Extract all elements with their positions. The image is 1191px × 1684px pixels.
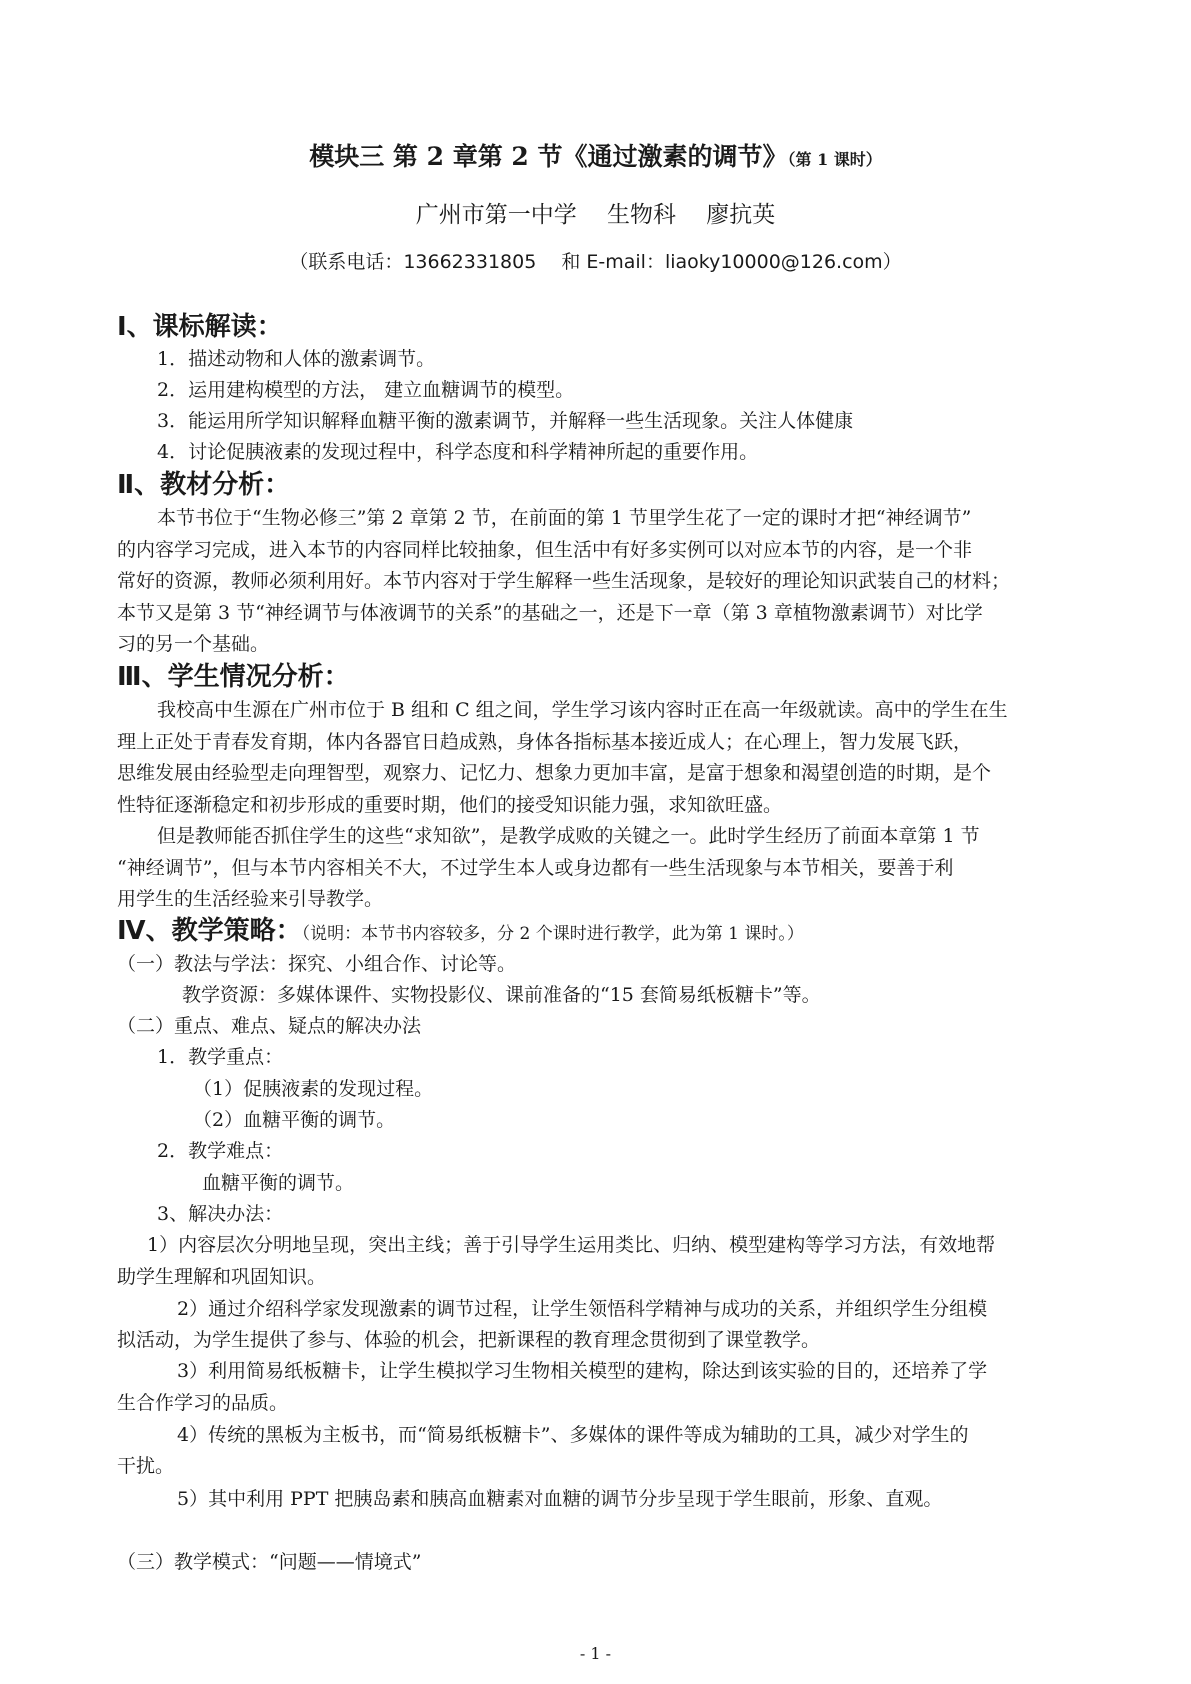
section-heading-4-note: （说明：本节书内容较多，分 2 个课时进行教学，此为第 1 课时。） xyxy=(301,924,804,944)
strategy-line: 拟活动，为学生提供了参与、体验的机会，把新课程的教育理念贯彻到了课堂教学。 xyxy=(117,1329,821,1351)
strategy-line: （1）促胰液素的发现过程。 xyxy=(193,1078,434,1100)
paragraph-line: 常好的资源，教师必须利用好。本节内容对于学生解释一些生活现象，是较好的理论知识武装自己的材料； xyxy=(117,570,1011,592)
strategy-line: 教学资源：多媒体课件、实物投影仪、课前准备的“15 套简易纸板糖卡”等。 xyxy=(182,984,821,1006)
strategy-line: 助学生理解和巩固知识。 xyxy=(117,1266,327,1288)
paragraph-line: 本节书位于“生物必修三”第 2 章第 2 节，在前面的第 1 节里学生花了一定的课时才把“神经调节” xyxy=(157,507,972,529)
strategy-line: 生合作学习的品质。 xyxy=(117,1392,289,1414)
list-item: 1．描述动物和人体的激素调节。 xyxy=(157,348,436,370)
strategy-line: （2）血糖平衡的调节。 xyxy=(193,1109,396,1131)
strategy-line: （一）教法与学法：探究、小组合作、讨论等。 xyxy=(117,953,517,975)
list-item: 4．讨论促胰液素的发现过程中，科学态度和科学精神所起的重要作用。 xyxy=(157,441,759,463)
strategy-line: 2．教学难点： xyxy=(157,1140,284,1162)
strategy-line: 3、解决办法： xyxy=(157,1203,284,1225)
strategy-line: 1）内容层次分明地呈现，突出主线；善于引导学生运用类比、归纳、模型建构等学习方法，有效地帮 xyxy=(147,1234,996,1256)
author-line: 广州市第一中学 生物科 廖抗英 xyxy=(415,202,776,228)
paragraph-line: 的内容学习完成，进入本节的内容同样比较抽象，但生活中有好多实例可以对应本节的内容，是一个非 xyxy=(117,539,973,561)
paragraph-line: 本节又是第 3 节“神经调节与体液调节的关系”的基础之一，还是下一章（第 3 章植物激素调节）对比学 xyxy=(117,602,983,624)
strategy-line: 血糖平衡的调节。 xyxy=(202,1172,355,1194)
strategy-line: 3）利用简易纸板糖卡，让学生模拟学习生物相关模型的建构，除达到该实验的目的，还培养了学 xyxy=(177,1360,988,1382)
paragraph-line: 我校高中生源在广州市位于 B 组和 C 组之间，学生学习该内容时正在高一年级就读。高中的学生在生 xyxy=(157,699,1008,721)
page-title xyxy=(0,140,1191,177)
contact-line: （联系电话：13662331805 和 E-mail：liaoky10000@126.com） xyxy=(289,251,902,273)
page-number: - 1 - xyxy=(579,1644,612,1663)
paragraph-line: “神经调节”，但与本节内容相关不大，不过学生本人或身边都有一些生活现象与本节相关，要善于利 xyxy=(117,857,954,879)
list-item: 2．运用建构模型的方法， 建立血糖调节的模型。 xyxy=(157,379,575,401)
strategy-line: （二）重点、难点、疑点的解决办法 xyxy=(117,1015,422,1037)
strategy-line: 干扰。 xyxy=(117,1455,175,1477)
strategy-line: 1．教学重点： xyxy=(157,1046,284,1068)
paragraph-line: 性特征逐渐稳定和初步形成的重要时期，他们的接受知识能力强，求知欲旺盛。 xyxy=(117,794,783,816)
strategy-line: 5）其中利用 PPT 把胰岛素和胰高血糖素对血糖的调节分步呈现于学生眼前，形象、直观。 xyxy=(177,1488,943,1510)
section-heading-1: Ⅰ、课标解读： xyxy=(117,312,283,342)
paragraph-line: 思维发展由经验型走向理智型，观察力、记忆力、想象力更加丰富，是富于想象和渴望创造的时期，是个 xyxy=(117,762,992,784)
strategy-line: 2）通过介绍科学家发现激素的调节过程，让学生领悟科学精神与成功的关系，并组织学生分组模 xyxy=(177,1298,988,1320)
paragraph-line: 但是教师能否抓住学生的这些“求知欲”，是教学成败的关键之一。此时学生经历了前面本章第 1 节 xyxy=(157,825,980,847)
section-heading-4-text: Ⅳ、教学策略： xyxy=(117,916,302,946)
strategy-line: （三）教学模式：“问题——情境式” xyxy=(117,1551,422,1573)
section-heading-2: Ⅱ、教材分析： xyxy=(117,470,291,500)
title-main: 模块三 第 2 章第 2 节《通过激素的调节》 xyxy=(309,142,788,171)
section-heading-3: Ⅲ、学生情况分析： xyxy=(117,662,350,692)
strategy-line: 4）传统的黑板为主板书，而“简易纸板糖卡”、多媒体的课件等成为辅助的工具，减少对学生的 xyxy=(177,1424,969,1446)
list-item: 3．能运用所学知识解释血糖平衡的激素调节，并解释一些生活现象。关注人体健康 xyxy=(157,410,854,432)
title-lesson: （第 1 课时） xyxy=(787,150,882,169)
paragraph-line: 用学生的生活经验来引导教学。 xyxy=(117,888,384,910)
section-heading-4 xyxy=(117,915,804,950)
paragraph-line: 习的另一个基础。 xyxy=(117,633,270,655)
paragraph-line: 理上正处于青春发育期，体内各器官日趋成熟，身体各指标基本接近成人；在心理上，智力发展飞跃， xyxy=(117,731,973,753)
